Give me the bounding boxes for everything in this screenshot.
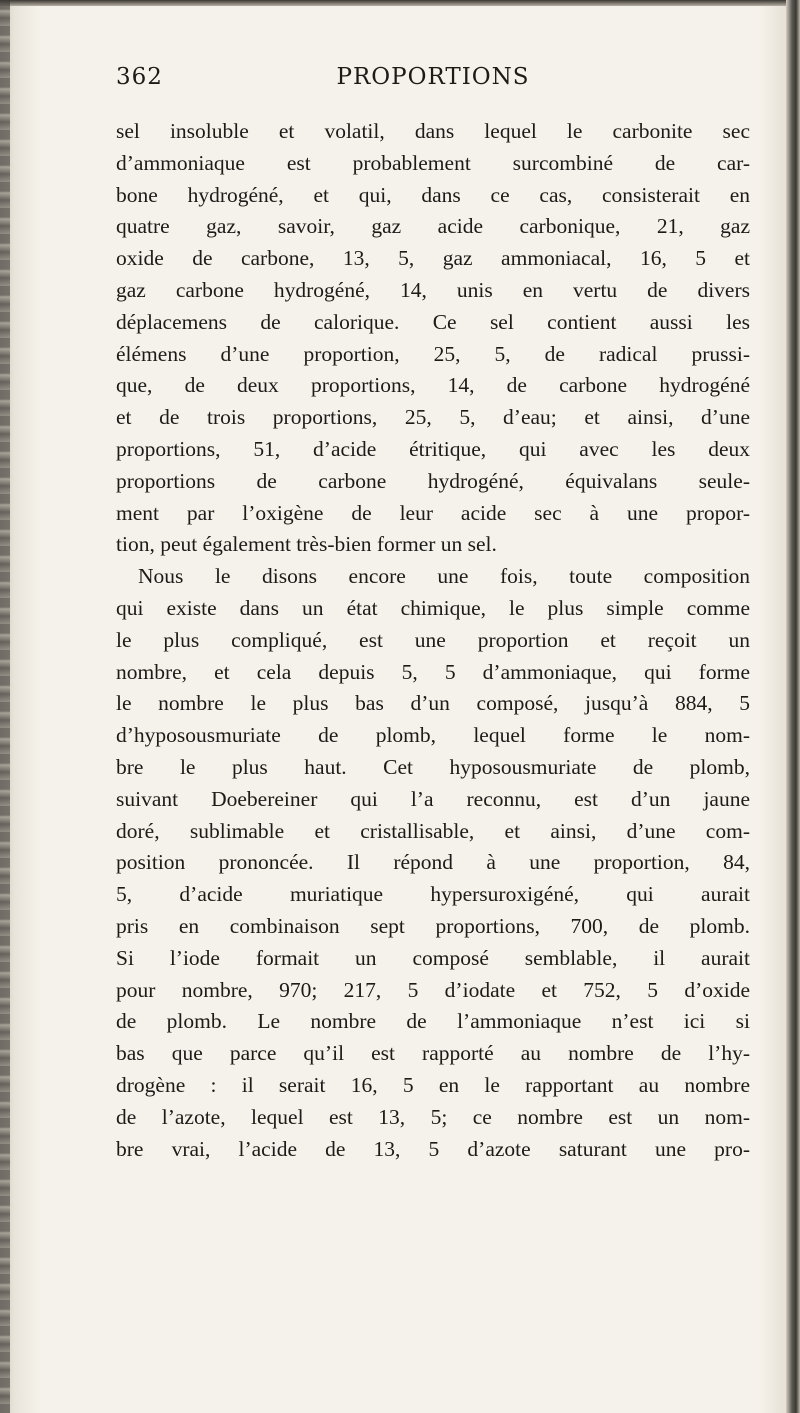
text-line: ment par l’oxigène de leur acide sec à une propor- xyxy=(116,500,750,525)
page-header xyxy=(88,58,778,102)
text-line: sel insoluble et volatil, dans lequel le carbonite sec xyxy=(116,119,750,143)
text-line: nombre, et cela depuis 5, 5 d’ammoniaque, qui forme xyxy=(116,659,750,684)
text-line: qui existe dans un état chimique, le plus simple comme xyxy=(116,595,750,620)
text-line: tion, peut également très-bien former un sel. xyxy=(116,532,497,557)
text-line: de plomb. Le nombre de l’ammoniaque n’est ici si xyxy=(116,1009,750,1034)
text-line: suivant Doebereiner qui l’a reconnu, est d’un jaune xyxy=(116,786,750,811)
text-line: que, de deux proportions, 14, de carbone hydrogéné xyxy=(116,373,750,398)
text-line: le nombre le plus bas d’un composé, jusqu’à 884, 5 xyxy=(116,691,750,716)
body-text xyxy=(88,116,750,1165)
running-title: PROPORTIONS xyxy=(336,64,530,90)
text-line: bas que parce qu’il est rapporté au nombre de l’hy- xyxy=(116,1041,750,1066)
text-line: et de trois proportions, 25, 5, d’eau; et ainsi, d’une xyxy=(116,405,750,430)
text-line: élémens d’une proportion, 25, 5, de radical prussi- xyxy=(116,341,750,366)
text-line: d’ammoniaque est probablement surcombiné de car- xyxy=(116,150,750,175)
text-line: déplacemens de calorique. Ce sel contient aussi les xyxy=(116,309,750,334)
text-line: le plus compliqué, est une proportion et reçoit un xyxy=(116,627,750,652)
text-line: d’hyposousmuriate de plomb, lequel forme le nom- xyxy=(116,723,750,748)
right-page-edge xyxy=(786,0,800,1413)
text-line: 5, d’acide muriatique hypersuroxigéné, qui aurait xyxy=(116,882,750,907)
text-line: Nous le disons encore une fois, toute composition xyxy=(138,564,750,589)
text-line: quatre gaz, savoir, gaz acide carbonique, 21, gaz xyxy=(116,214,750,239)
text-line: bre vrai, l’acide de 13, 5 d’azote saturant une pro- xyxy=(116,1136,750,1161)
text-line: position prononcée. Il répond à une proportion, 84, xyxy=(116,850,750,875)
text-line: drogène : il serait 16, 5 en le rapportant au nombre xyxy=(116,1072,750,1097)
text-line: bone hydrogéné, et qui, dans ce cas, consisterait en xyxy=(116,182,750,207)
text-line: gaz carbone hydrogéné, 14, unis en vertu de divers xyxy=(116,277,750,302)
page-number: 362 xyxy=(116,64,163,90)
text-line: de l’azote, lequel est 13, 5; ce nombre est un nom- xyxy=(116,1104,750,1129)
text-line: proportions de carbone hydrogéné, équivalans seule- xyxy=(116,468,750,493)
text-line: doré, sublimable et cristallisable, et ainsi, d’une com- xyxy=(116,818,750,843)
text-line: pour nombre, 970; 217, 5 d’iodate et 752, 5 d’oxide xyxy=(116,977,750,1002)
top-scan-edge xyxy=(0,0,800,6)
left-binding-edge xyxy=(0,0,10,1413)
text-line: bre le plus haut. Cet hyposousmuriate de plomb, xyxy=(116,754,750,779)
text-line: oxide de carbone, 13, 5, gaz ammoniacal, 16, 5 et xyxy=(116,246,750,271)
book-page xyxy=(88,58,778,1165)
text-line: proportions, 51, d’acide étritique, qui avec les deux xyxy=(116,436,750,461)
text-line: Si l’iode formait un composé semblable, il aurait xyxy=(116,945,750,970)
text-line: pris en combinaison sept proportions, 700, de plomb. xyxy=(116,913,750,938)
